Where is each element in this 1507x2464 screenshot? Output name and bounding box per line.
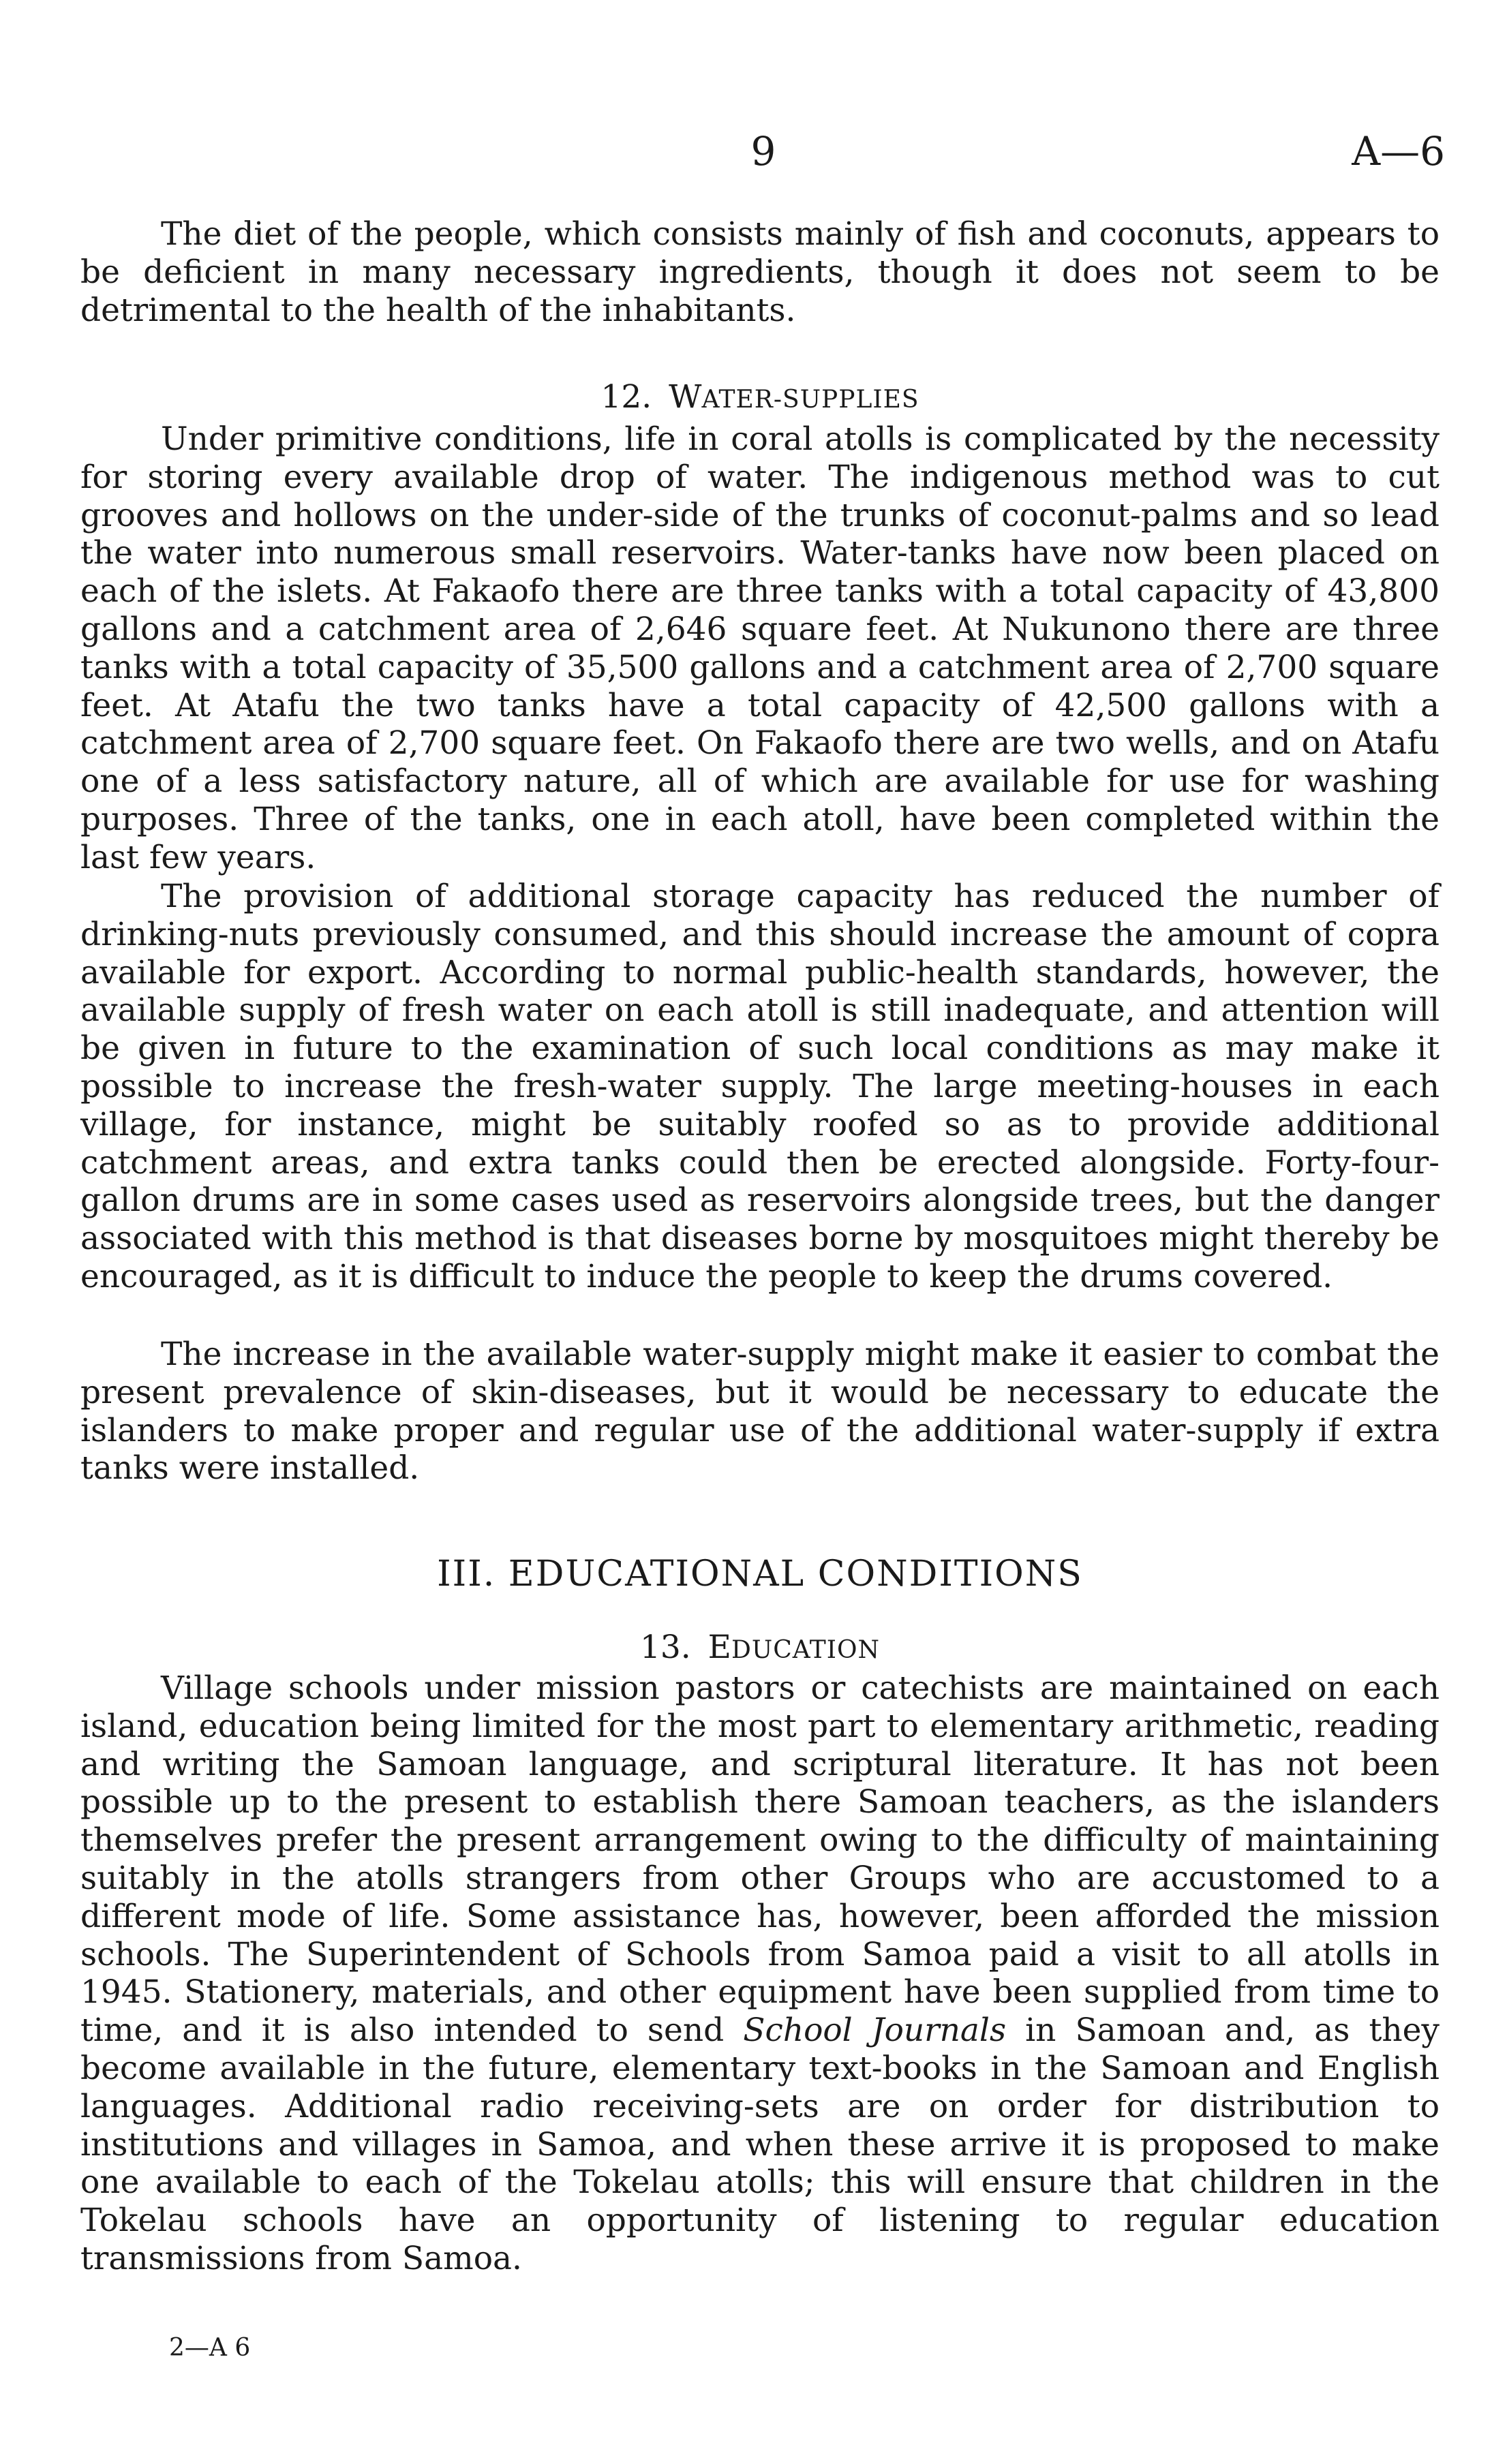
section-heading-water-supplies xyxy=(80,378,1440,419)
education-text-part-1: Village schools under mission pastors or catechists are maintained on each island, education being limited for the most part to elementary arithmetic, reading and writing the Samoan language, and scriptural literature. It has not been possible up to the present to establish there Samoan teachers, as the islanders themselves prefer the present arrangement owing to the difficulty of maintaining suitably in the atolls strangers from other Groups who are accustomed to a different mode of life. Some assistance has, however, been afforded the mission schools. The Superintendent of Schools from Samoa paid a visit to all atolls in 1945. Stationery, materials, and other equipment have been supplied from time to time, and it is also intended to send xyxy=(80,1669,1440,2050)
section-title-rest: DUCATION xyxy=(731,1636,881,1664)
paragraph-diet: The diet of the people, which consists mainly of fish and coconuts, appears to be deficient in many necessary ingredients, though it does not seem to be detrimental to the health of the inhabitants. xyxy=(80,215,1440,329)
education-text-part-2: in Samoan and, as they become available in the future, elementary text-books in the Samoan and English languages. Additional radio receiving-sets are on order for distribution to institutions and villages in Samoa, and when these arrive it is proposed to make one available to each of the Tokelau atolls; this will ensure that children in the Tokelau schools have an opportunity of listening to regular education transmissions from Samoa. xyxy=(80,2012,1440,2277)
section-number: 13. xyxy=(639,1629,691,1666)
school-journals-title: School Journals xyxy=(743,2012,1007,2050)
paragraph-water-1: Under primitive conditions, life in coral atolls is complicated by the necessity for storing every available drop of water. The indigenous method was to cut grooves and hollows on the under-side of the trunks of coconut-palms and so lead the water into numerous small reservoirs. Water-tanks have now been placed on each of the islets. At Fakaofo there are three tanks with a total capacity of 43,800 gallons and a catchment area of 2,646 square feet. At Nukunono there are three tanks with a total capacity of 35,500 gallons and a catchment area of 2,700 square feet. At Atafu the two tanks have a total capacity of 42,500 gallons with a catchment area of 2,700 square feet. On Fakaofo there are two wells, and on Atafu one of a less satisfactory nature, all of which are available for use for washing purposes. Three of the tanks, one in each atoll, have been completed within the last few years. xyxy=(80,420,1440,876)
page-number: 9 xyxy=(750,128,776,174)
section-number: 12. xyxy=(600,378,652,416)
paragraph-water-2: The provision of additional storage capacity has reduced the number of drinking-nuts previously consumed, and this should increase the amount of copra available for export. According to normal public-health standards, however, the available supply of fresh water on each atoll is still inadequate, and attention will be given in future to the examination of such local conditions as may make it possible to increase the fresh-water supply. The large meeting-houses in each village, for instance, might be suitably roofed so as to provide additional catchment areas, and extra tanks could then be erected alongside. Forty-four-gallon drums are in some cases used as reservoirs alongside trees, but the danger associated with this method is that diseases borne by mosquitoes might thereby be encouraged, as it is difficult to induce the people to keep the drums covered. xyxy=(80,878,1440,1295)
section-title-initial: E xyxy=(707,1629,731,1666)
document-reference: A—6 xyxy=(1352,128,1445,174)
section-title-initial: W xyxy=(669,378,702,416)
paragraph-water-3: The increase in the available water-supply might make it easier to combat the present prevalence of skin-diseases, but it would be necessary to educate the islanders to make proper and regular use of the additional water-supply if extra tanks were installed. xyxy=(80,1336,1440,1488)
paragraph-education xyxy=(80,1669,1440,2278)
part-heading-educational-conditions: III. EDUCATIONAL CONDITIONS xyxy=(437,1554,1083,1595)
signature-mark: 2—A 6 xyxy=(169,2334,251,2362)
section-heading-education xyxy=(80,1629,1440,1669)
section-title-rest: ATER-SUPPLIES xyxy=(701,386,919,414)
